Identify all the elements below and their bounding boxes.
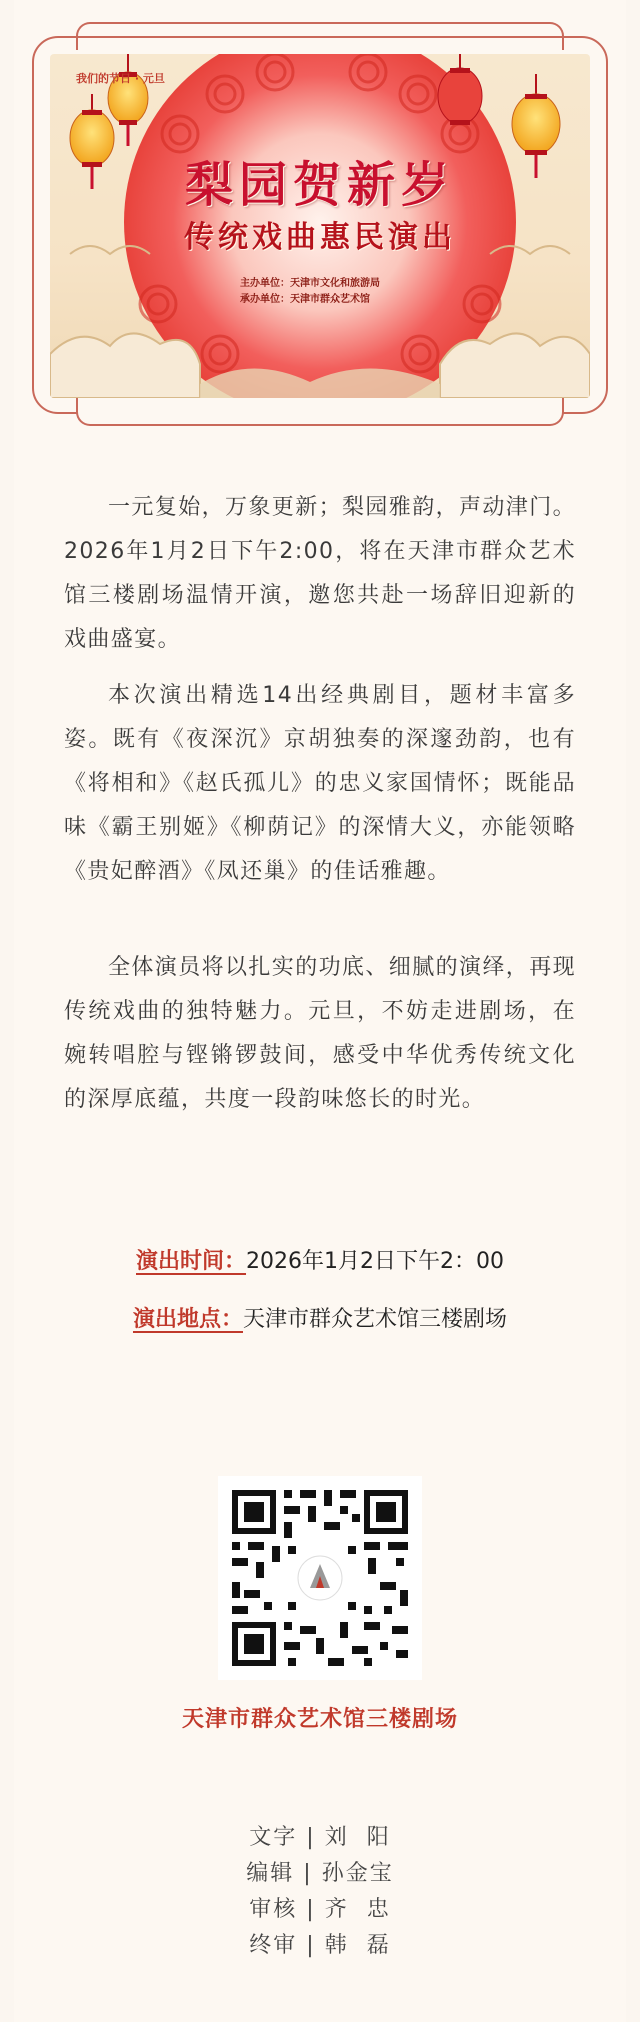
qr-venue-caption: 天津市群众艺术馆三楼剧场 <box>181 1707 458 1732</box>
performance-place <box>0 1302 640 1333</box>
credit-role: 终审 <box>249 1933 298 1958</box>
credit-role: 审核 <box>249 1897 298 1922</box>
credit-editor: 编辑 | 孙金宝 <box>246 1861 394 1886</box>
article-paragraph-3: 全体演员将以扎实的功底、细腻的演绎，再现传统戏曲的独特魅力。元旦，不妨走进剧场，在婉转唱腔与铿锵锣鼓间，感受中华优秀传统文化的深厚底蕴，共度一段韵味悠长的时光。 <box>64 955 577 1112</box>
performance-time-label: 演出时间： <box>136 1249 247 1274</box>
credit-name: 齐 忠 <box>324 1897 391 1922</box>
credit-name: 韩 磊 <box>324 1933 391 1958</box>
credit-name: 刘 阳 <box>324 1825 391 1850</box>
credit-reviewer: 审核 | 齐 忠 <box>249 1897 391 1922</box>
credit-writer: 文字 | 刘 阳 <box>249 1825 391 1850</box>
festival-tag: 我们的节日 · 元旦 <box>76 72 165 85</box>
performance-time-value: 2026年1月2日下午2：00 <box>246 1249 504 1274</box>
host-unit: 主办单位：天津市文化和旅游局 <box>240 278 380 289</box>
banner-subtitle: 传统戏曲惠民演出 <box>184 220 456 255</box>
article-paragraph-1: 一元复始，万象更新；梨园雅韵，声动津门。2026年1月2日下午2:00，将在天津市群众艺术馆三楼剧场温情开演，邀您共赴一场辞旧迎新的戏曲盛宴。 <box>64 495 577 652</box>
credit-role: 文字 <box>249 1825 298 1850</box>
organizer-unit: 承办单位：天津市群众艺术馆 <box>240 294 370 305</box>
article-paragraph-2: 本次演出精选14出经典剧目，题材丰富多姿。既有《夜深沉》京胡独奏的深邃劲韵，也有《将相和》《赵氏孤儿》的忠义家国情怀；既能品味《霸王别姬》《柳荫记》的深情大义，亦能领略《贵妃醉酒》《凤还巢》的佳话雅趣。 <box>64 683 576 884</box>
lantern-icon <box>438 54 482 125</box>
performance-time <box>0 1244 640 1275</box>
banner-frame-bottom-tab <box>76 398 564 426</box>
performance-place-label: 演出地点： <box>132 1307 243 1332</box>
performance-place-value: 天津市群众艺术馆三楼剧场 <box>243 1307 508 1332</box>
credit-role: 编辑 <box>246 1861 295 1886</box>
credit-name: 孙金宝 <box>321 1861 394 1886</box>
qr-code-icon[interactable] <box>218 1476 422 1680</box>
credit-final-reviewer: 终审 | 韩 磊 <box>249 1933 391 1958</box>
event-banner <box>50 54 590 398</box>
banner-title: 梨园贺新岁 <box>184 157 455 213</box>
qr-code-graphic <box>218 1476 422 1680</box>
